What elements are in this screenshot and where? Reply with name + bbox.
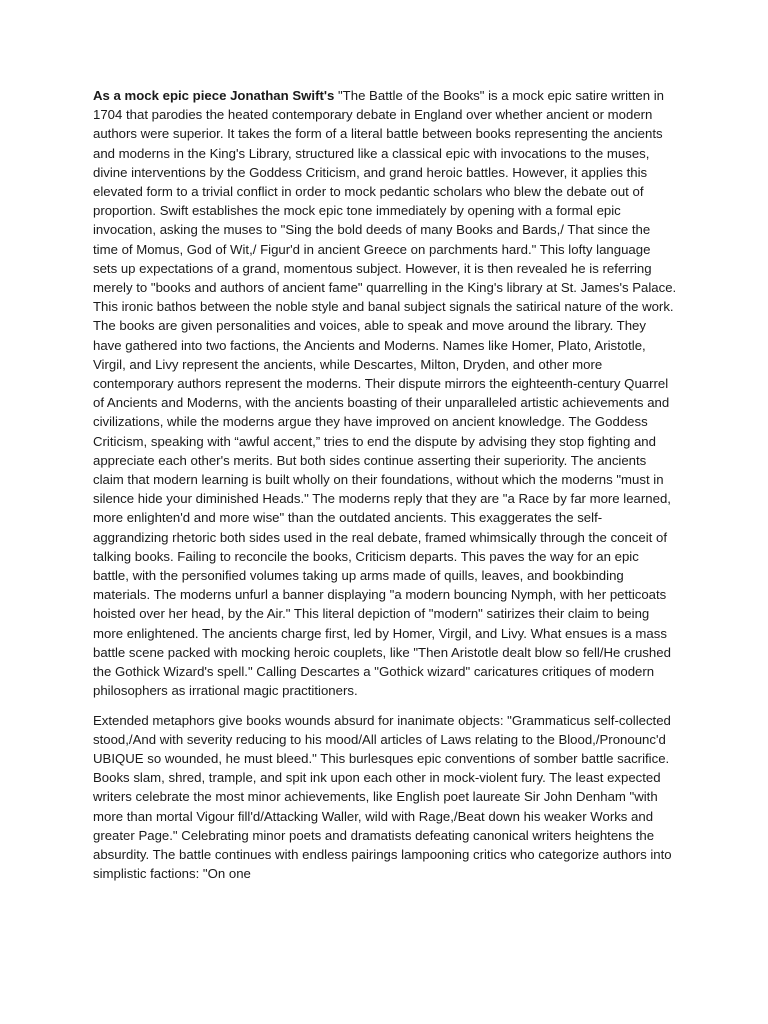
paragraph-1-body: "The Battle of the Books" is a mock epic satire written in 1704 that parodies the heated contemporary debate in England over whether ancient or modern authors were superior. It takes the form of a literal battle between books representing the ancients and moderns in the King's Library, structured like a classical epic with invocations to the muses, divine interventions by the Goddess Criticism, and grand heroic battles. However, it applies this elevated form to a trivial conflict in order to mock pedantic scholars who blew the debate out of proportion. Swift establishes the mock epic tone immediately by opening with a formal epic invocation, asking the muses to "Sing the bold deeds of many Books and Bards,/ That since the time of Momus, God of Wit,/ Figur'd in ancient Greece on parchments hard." This lofty language sets up expectations of a grand, momentous subject. However, it is then revealed he is referring merely to "books and authors of ancient fame" quarrelling in the King's library at St. James's Palace. This ironic bathos between the noble style and banal subject signals the satirical nature of the work. The books are given personalities and voices, able to speak and move around the library. They have gathered into two factions, the Ancients and Moderns. Names like Homer, Plato, Aristotle, Virgil, and Livy represent the ancients, while Descartes, Milton, Dryden, and other more contemporary authors represent the moderns. Their dispute mirrors the eighteenth-century Quarrel of Ancients and Moderns, with the ancients boasting of their unparalleled artistic achievements and civilizations, while the moderns argue they have improved on ancient knowledge. The Goddess Criticism, speaking with “awful accent,” tries to end the dispute by advising they stop fighting and appreciate each other's merits. But both sides continue asserting their superiority. The ancients claim that modern learning is built wholly on their foundations, without which the moderns "must in silence hide your diminished Heads." The moderns reply that they are "a Race by far more learned, more enlighten'd and more wise" than the outdated ancients. This exaggerates the self-aggrandizing rhetoric both sides used in the real debate, framed whimsically through the conceit of talking books. Failing to reconcile the books, Criticism departs. This paves the way for an epic battle, with the personified volumes taking up arms made of quills, leaves, and bookbinding materials. The moderns unfurl a banner displaying "a modern bouncing Nymph, with her petticoats hoisted over her head, by the Air." This literal depiction of "modern" satirizes their claim to being more enlightened. The ancients charge first, led by Homer, Virgil, and Livy. What ensues is a mass battle scene packed with mocking heroic couplets, like "Then Aristotle dealt blow so fell/He crushed the Gothick Wizard's spell." Calling Descartes a "Gothick wizard" caricatures critiques of modern philosophers as irrational magic practitioners. [93, 88, 677, 699]
paragraph-lead: As a mock epic piece Jonathan Swift's [93, 88, 335, 103]
paragraph-1 [93, 86, 677, 701]
document-page [93, 86, 677, 893]
paragraph-2: Extended metaphors give books wounds absurd for inanimate objects: "Grammaticus self-collected stood,/And with severity reducing to his mood/All articles of Laws relating to the Blood,/Pronounc'd UBIQUE so wounded, he must bleed." This burlesques epic conventions of somber battle sacrifice. Books slam, shred, trample, and spit ink upon each other in mock-violent fury. The least expected writers celebrate the most minor achievements, like English poet laureate Sir John Denham "with more than mortal Vigour fill'd/Attacking Waller, wild with Rage,/Beat down his weaker Works and greater Page." Celebrating minor poets and dramatists defeating canonical writers heightens the absurdity. The battle continues with endless pairings lampooning critics who categorize authors into simplistic factions: "On one [93, 712, 672, 882]
